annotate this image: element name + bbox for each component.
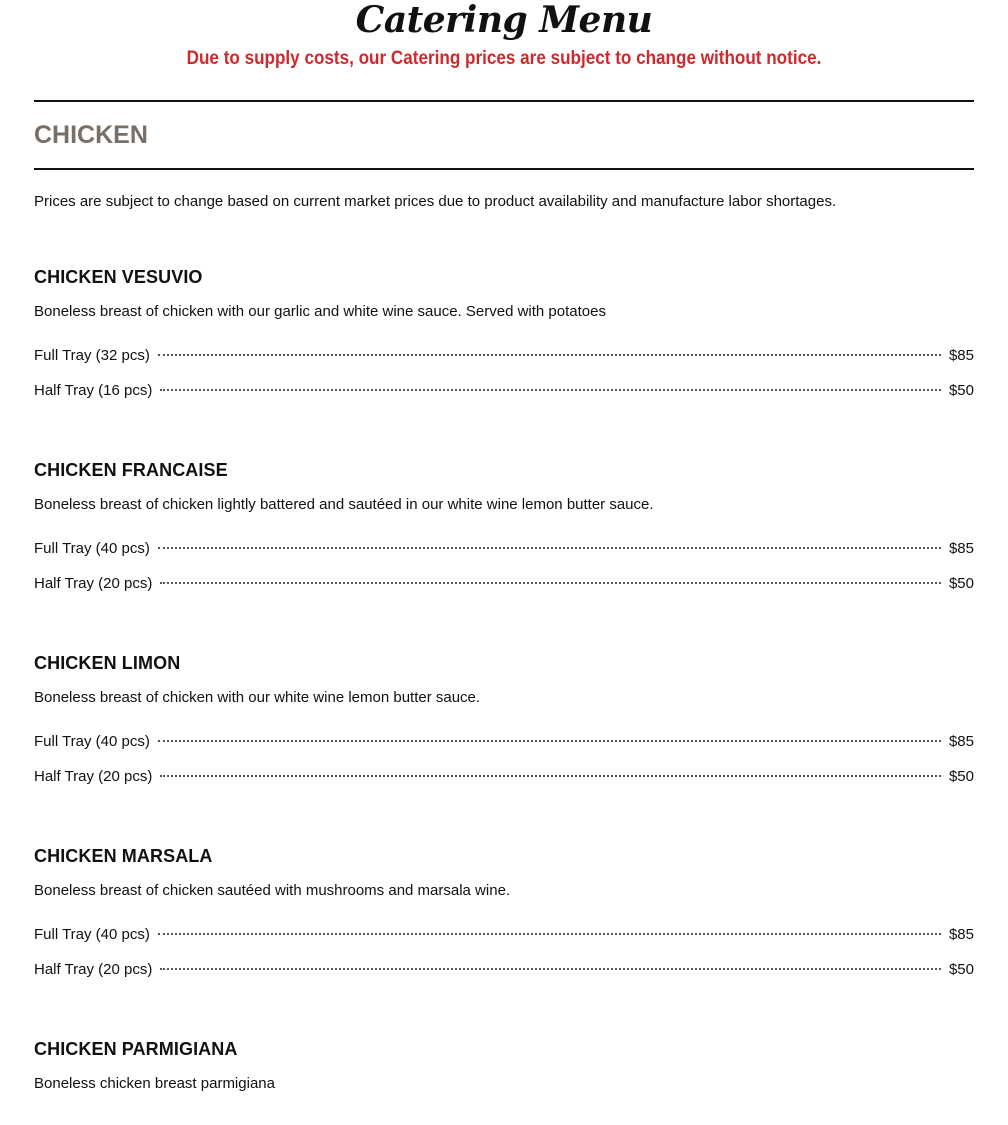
price-list xyxy=(34,539,974,609)
price-row xyxy=(34,539,974,574)
menu-item xyxy=(34,652,974,845)
menu-title: Catering Menu xyxy=(355,0,653,40)
menu-item xyxy=(34,459,974,652)
price-row xyxy=(34,767,974,802)
dot-leader xyxy=(160,968,941,970)
menu-items xyxy=(34,266,974,1125)
item-description: Boneless breast of chicken sautéed with mushrooms and marsala wine. xyxy=(34,882,511,899)
price-value: $85 xyxy=(948,540,974,557)
price-label: Full Tray (40 pcs) xyxy=(34,926,150,943)
price-row xyxy=(34,381,974,416)
dot-leader xyxy=(160,582,941,584)
price-value: $85 xyxy=(948,347,974,364)
dot-leader xyxy=(158,354,941,356)
price-value: $50 xyxy=(948,961,974,978)
category-note: Prices are subject to change based on current market prices due to product availability and manufacture labor shortages. xyxy=(34,193,837,210)
price-label: Half Tray (20 pcs) xyxy=(34,575,153,592)
price-value: $50 xyxy=(948,575,974,592)
price-list xyxy=(34,346,974,416)
price-notice: Due to supply costs, our Catering prices are subject to change without notice. xyxy=(186,48,822,69)
item-name: CHICKEN PARMIGIANA xyxy=(34,1039,238,1059)
item-description: Boneless breast of chicken with our white wine lemon butter sauce. xyxy=(34,689,481,706)
dot-leader xyxy=(160,389,941,391)
item-description: Boneless chicken breast parmigiana xyxy=(34,1075,275,1092)
price-label: Full Tray (40 pcs) xyxy=(34,733,150,750)
item-description: Boneless breast of chicken lightly battered and sautéed in our white wine lemon butter sauce. xyxy=(34,496,654,513)
price-list xyxy=(34,732,974,802)
price-label: Half Tray (16 pcs) xyxy=(34,382,153,399)
category-title: CHICKEN xyxy=(34,121,148,149)
dot-leader xyxy=(158,933,941,935)
dot-leader xyxy=(158,740,941,742)
dot-leader xyxy=(158,547,941,549)
price-label: Full Tray (32 pcs) xyxy=(34,347,150,364)
item-name: CHICKEN LIMON xyxy=(34,653,181,673)
menu-item xyxy=(34,1038,974,1125)
price-value: $50 xyxy=(948,382,974,399)
divider-bottom xyxy=(34,168,974,170)
dot-leader xyxy=(160,775,941,777)
price-value: $50 xyxy=(948,768,974,785)
menu-item xyxy=(34,266,974,459)
menu-item xyxy=(34,845,974,1038)
price-value: $85 xyxy=(948,926,974,943)
price-value: $85 xyxy=(948,733,974,750)
price-list xyxy=(34,925,974,995)
price-label: Half Tray (20 pcs) xyxy=(34,961,153,978)
price-row xyxy=(34,732,974,767)
item-name: CHICKEN FRANCAISE xyxy=(34,460,228,480)
item-name: CHICKEN VESUVIO xyxy=(34,267,203,287)
item-description: Boneless breast of chicken with our garlic and white wine sauce. Served with potatoes xyxy=(34,303,606,320)
item-name: CHICKEN MARSALA xyxy=(34,846,213,866)
price-row xyxy=(34,925,974,960)
price-row xyxy=(34,346,974,381)
price-row xyxy=(34,574,974,609)
price-label: Full Tray (40 pcs) xyxy=(34,540,150,557)
price-row xyxy=(34,960,974,995)
price-label: Half Tray (20 pcs) xyxy=(34,768,153,785)
